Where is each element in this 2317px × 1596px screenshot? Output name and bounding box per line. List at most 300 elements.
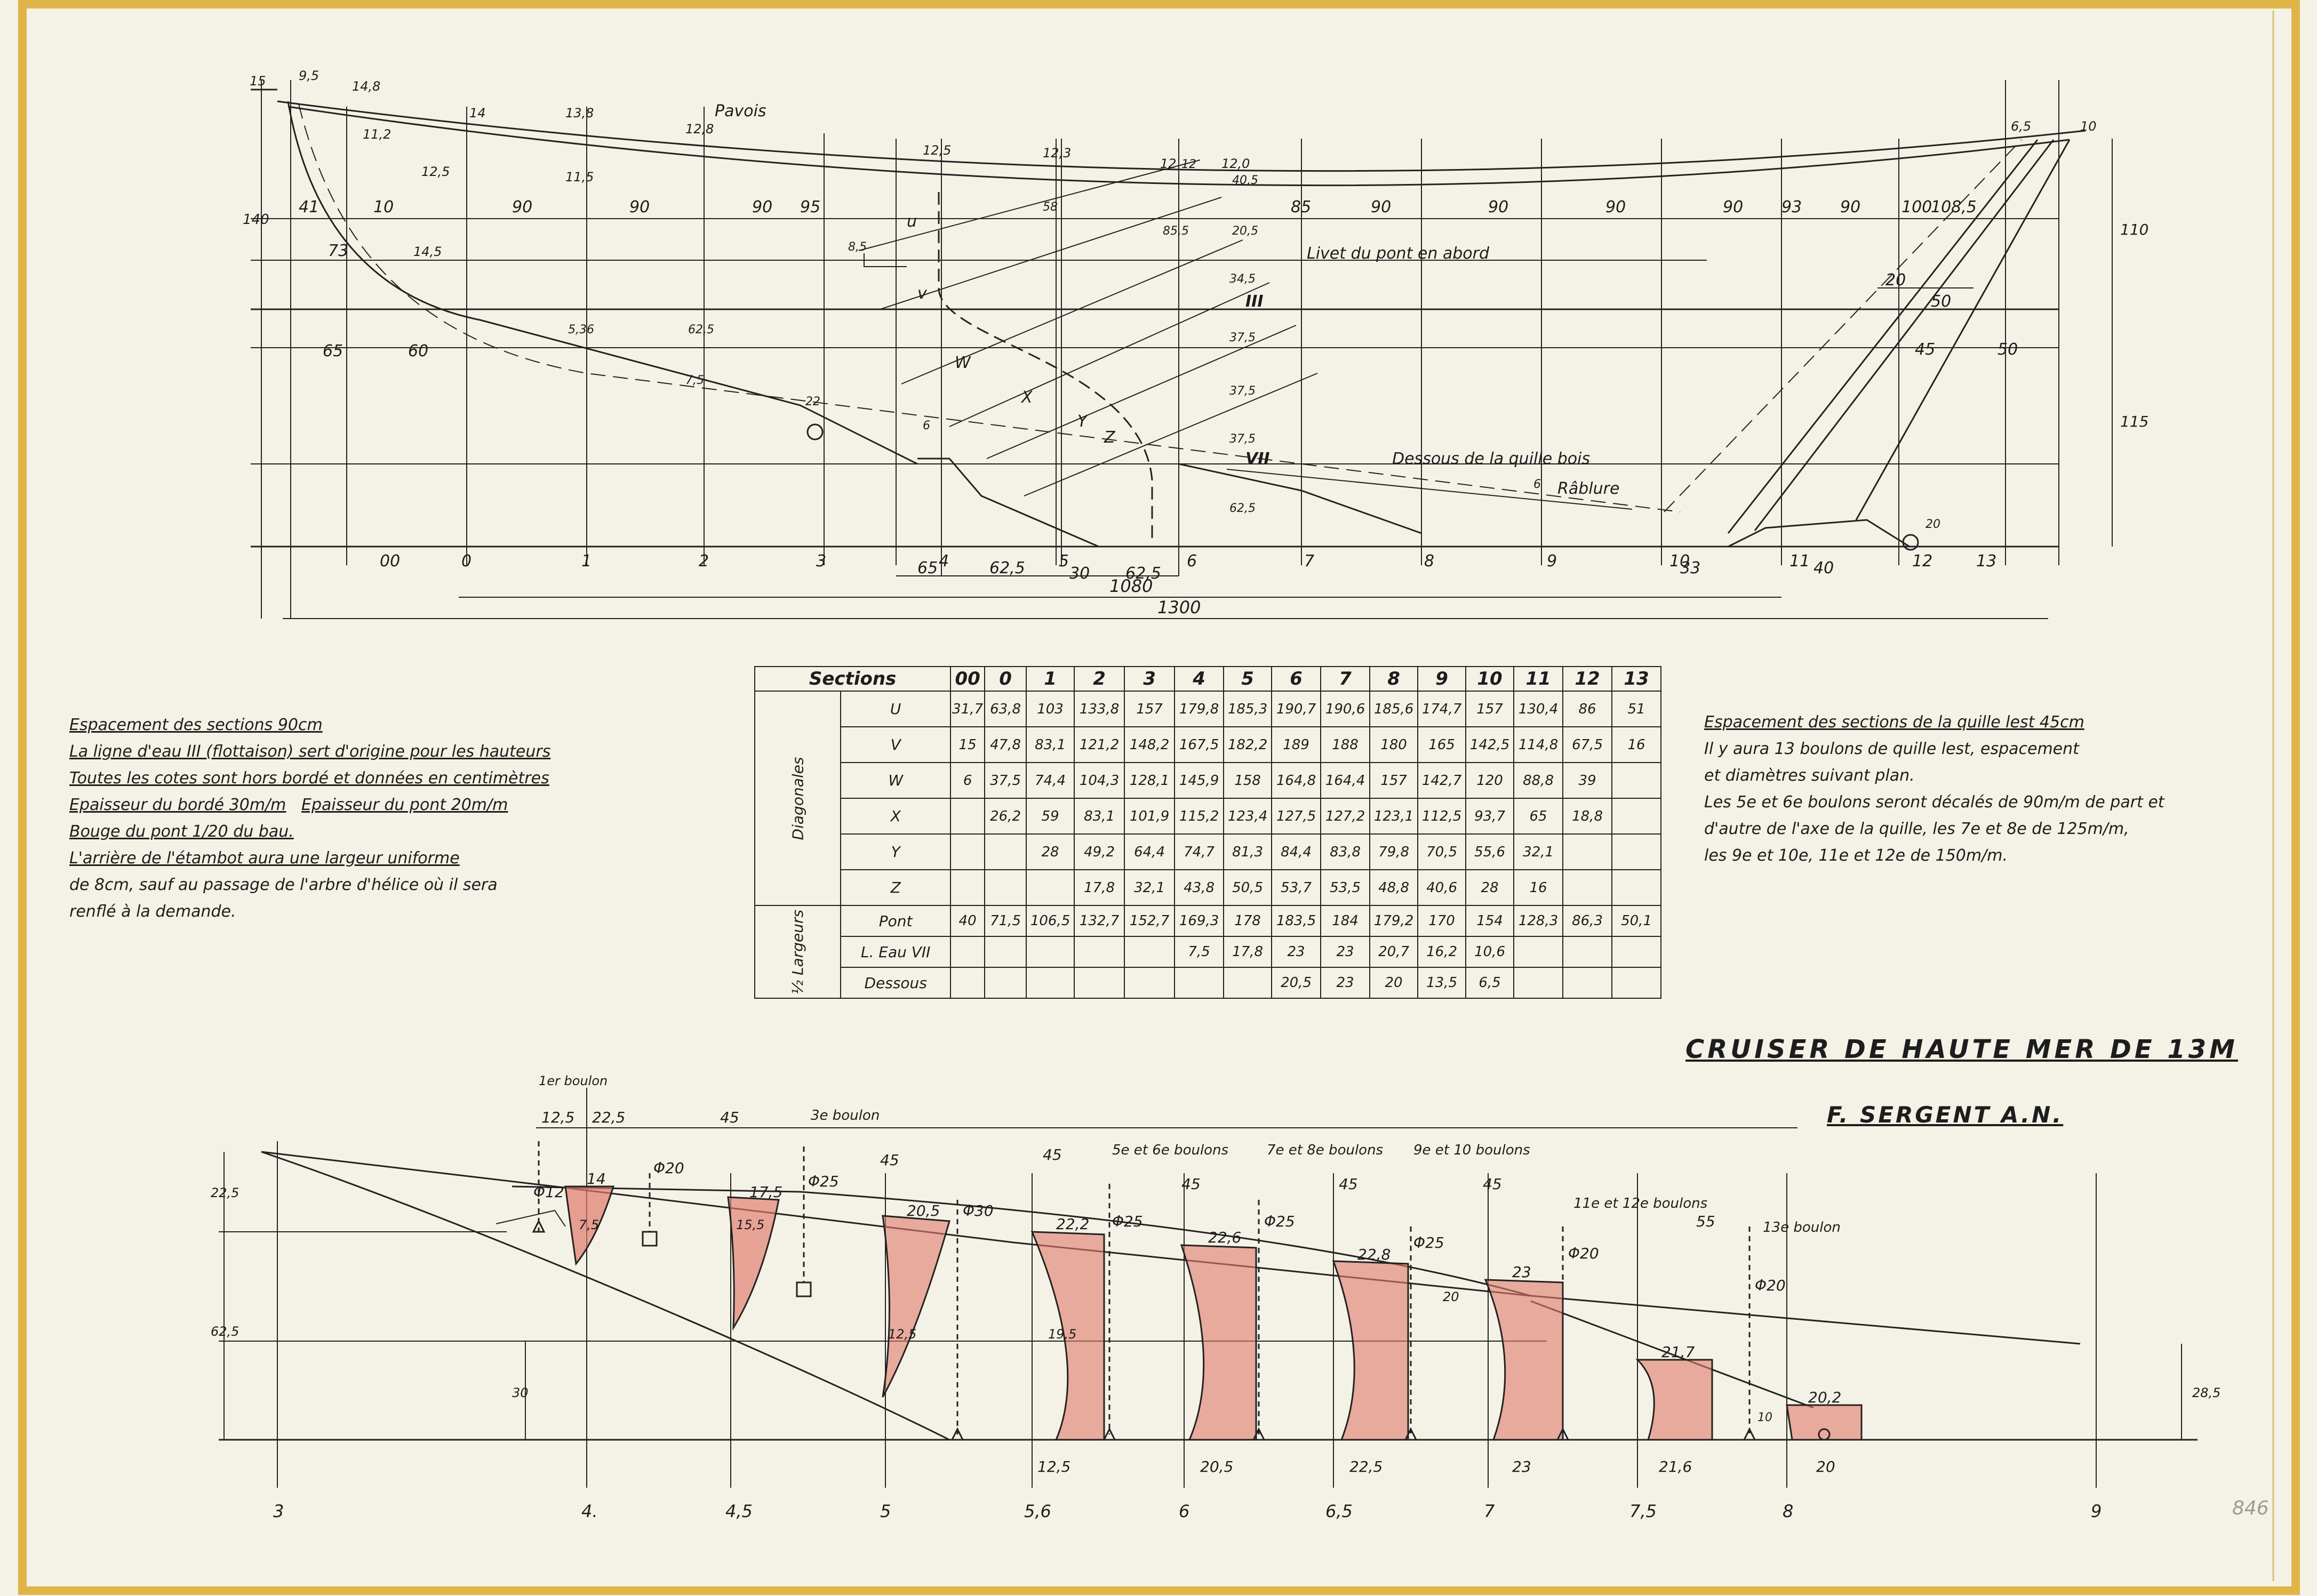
section-width: 22,2 xyxy=(1056,1215,1090,1233)
table-cell xyxy=(1074,967,1124,998)
table-cell: 65 xyxy=(1514,798,1563,834)
table-cell: 157 xyxy=(1124,691,1175,727)
wl-label-III: III xyxy=(1245,292,1264,311)
dim-1300-label: 1300 xyxy=(1157,597,1201,617)
sheer-height: 14,8 xyxy=(352,79,381,94)
sheer-height: 11,5 xyxy=(565,170,594,185)
note-etambot-2: de 8cm, sauf au passage de l'arbre d'hélice où il sera xyxy=(69,876,498,894)
keel-right-dim-label: 20 xyxy=(1443,1289,1459,1304)
table-cell: 103 xyxy=(1026,691,1074,727)
bolt-diameter: Φ25 xyxy=(1413,1234,1444,1252)
keel-dim: 40 xyxy=(1813,559,1834,578)
table-cell: 16 xyxy=(1514,870,1563,905)
table-cell xyxy=(1612,936,1661,967)
station-num: 11 xyxy=(1789,552,1810,571)
table-cell: 43,8 xyxy=(1175,870,1224,905)
table-cell xyxy=(950,870,985,905)
bolt-label-78: 7e et 8e boulons xyxy=(1267,1142,1384,1158)
section-width: 23 xyxy=(1512,1263,1531,1281)
table-cell: 164,4 xyxy=(1321,763,1370,798)
table-cell: 106,5 xyxy=(1026,905,1074,936)
station-num: 13 xyxy=(1976,552,1997,571)
table-group-label: ½ Largeurs xyxy=(755,905,841,998)
inner-dim: 15,5 xyxy=(736,1217,765,1232)
bolt-label-1112: 11e et 12e boulons xyxy=(1573,1196,1708,1212)
table-cell: 50,5 xyxy=(1224,870,1272,905)
table-cell: 10,6 xyxy=(1466,936,1514,967)
table-row xyxy=(755,798,1661,834)
bolt-diameter: Φ25 xyxy=(1264,1213,1295,1230)
table-cell: 74,7 xyxy=(1175,834,1224,870)
table-cell: 40 xyxy=(950,905,985,936)
table-row-label: U xyxy=(841,691,950,727)
bolt-label-910: 9e et 10 boulons xyxy=(1413,1142,1530,1158)
section-width: 17,5 xyxy=(749,1183,783,1201)
diag-offset: 8,5 xyxy=(848,240,867,254)
table-cell xyxy=(1612,763,1661,798)
left-dim: 14,5 xyxy=(413,244,442,259)
table-group-label: Diagonales xyxy=(755,691,841,905)
table-cell: 169,3 xyxy=(1175,905,1224,936)
diag-offset: 37,5 xyxy=(1229,331,1256,344)
sheer-height: 11,2 xyxy=(363,127,392,142)
table-cell: 157 xyxy=(1370,763,1418,798)
sheer-height: 6,5 xyxy=(2011,119,2032,134)
station-num: 0 xyxy=(461,552,472,571)
table-cell xyxy=(950,834,985,870)
top-spacing: 90 xyxy=(1840,198,1861,216)
table-cell: 157 xyxy=(1466,691,1514,727)
offsets-table xyxy=(754,666,1661,999)
table-cell: 50,1 xyxy=(1612,905,1661,936)
table-cell: 185,3 xyxy=(1224,691,1272,727)
note-keel-spacing: Espacement des sections de la quille lest 45cm xyxy=(1704,713,2084,732)
keel-left-dim-label: 30 xyxy=(512,1385,529,1400)
table-cell: 190,6 xyxy=(1321,691,1370,727)
table-row xyxy=(755,763,1661,798)
station-num: 10 xyxy=(1669,552,1690,571)
table-cell: 13,5 xyxy=(1418,967,1466,998)
left-dim: 60 xyxy=(408,342,429,360)
keel-station: 6 xyxy=(1179,1501,1190,1521)
diag-label-z: Z xyxy=(1104,428,1115,447)
table-cell: 47,8 xyxy=(985,727,1026,763)
left-dim: 140 xyxy=(243,212,269,228)
right-notes xyxy=(1704,709,2164,869)
table-cell: 70,5 xyxy=(1418,834,1466,870)
bolt-diameter: Φ20 xyxy=(653,1159,684,1177)
table-cell: 6 xyxy=(950,763,985,798)
col-12: 12 xyxy=(1563,667,1612,691)
table-cell: 28 xyxy=(1026,834,1074,870)
table-cell xyxy=(1563,870,1612,905)
note-bolts-3: Les 5e et 6e boulons seront décalés de 90m/m de part et xyxy=(1704,793,2164,812)
keel-top-dim-label: 55 xyxy=(1696,1213,1715,1230)
col-6: 6 xyxy=(1272,667,1321,691)
col-9: 9 xyxy=(1418,667,1466,691)
top-spacing: 90 xyxy=(629,198,650,216)
note-etambot-3: renflé à la demande. xyxy=(69,902,236,921)
keel-dim: 62,5 xyxy=(1125,564,1161,583)
bolt-label-3: 3e boulon xyxy=(811,1108,880,1124)
station-num: 4 xyxy=(939,552,949,571)
table-row xyxy=(755,870,1661,905)
table-cell: 7,5 xyxy=(1175,936,1224,967)
keel-top-dim-label: 45 xyxy=(1483,1175,1502,1193)
station-num: 7 xyxy=(1304,552,1315,571)
table-cell: 28 xyxy=(1466,870,1514,905)
top-spacing: 90 xyxy=(1605,198,1626,216)
right-dim: 110 xyxy=(2120,221,2149,238)
table-cell xyxy=(1175,967,1224,998)
col-0: 0 xyxy=(985,667,1026,691)
top-spacing: 41 xyxy=(299,198,319,216)
top-spacing: 10 xyxy=(373,198,394,216)
station-num: 8 xyxy=(1424,552,1435,571)
table-cell: 79,8 xyxy=(1370,834,1418,870)
station-num: 1 xyxy=(581,552,592,571)
table-cell xyxy=(1124,967,1175,998)
note-bouge: Bouge du pont 1/20 du bau. xyxy=(69,822,294,841)
table-cell: 152,7 xyxy=(1124,905,1175,936)
table-cell: 86,3 xyxy=(1563,905,1612,936)
table-cell: 127,5 xyxy=(1272,798,1321,834)
table-cell: 190,7 xyxy=(1272,691,1321,727)
table-cell: 20 xyxy=(1370,967,1418,998)
sheer-height: 10 xyxy=(2080,119,2097,134)
sheer-height: 12,5 xyxy=(923,143,952,158)
table-cell: 112,5 xyxy=(1418,798,1466,834)
table-cell: 142,7 xyxy=(1418,763,1466,798)
diag-offset: 37,5 xyxy=(1229,384,1256,398)
keel-station: 7,5 xyxy=(1629,1501,1657,1521)
diag-offset: 85,5 xyxy=(1163,224,1189,238)
col-1: 1 xyxy=(1026,667,1074,691)
bolt-diameter: Φ25 xyxy=(808,1173,839,1190)
table-cell: 49,2 xyxy=(1074,834,1124,870)
table-cell: 15 xyxy=(950,727,985,763)
table-cell xyxy=(950,798,985,834)
table-cell: 20,7 xyxy=(1370,936,1418,967)
label-pavois: Pavois xyxy=(715,102,766,121)
table-cell: 179,2 xyxy=(1370,905,1418,936)
table-cell: 183,5 xyxy=(1272,905,1321,936)
col-8: 8 xyxy=(1370,667,1418,691)
table-cell: 48,8 xyxy=(1370,870,1418,905)
bolt-diameter: Φ25 xyxy=(1112,1213,1143,1230)
title-block xyxy=(1685,1034,2238,1128)
note-bolts-2: et diamètres suivant plan. xyxy=(1704,766,1915,785)
table-row-label: Z xyxy=(841,870,950,905)
table-cell: 67,5 xyxy=(1563,727,1612,763)
table-cell xyxy=(950,936,985,967)
table-cell: 26,2 xyxy=(985,798,1026,834)
table-cell: 179,8 xyxy=(1175,691,1224,727)
bottom-width: 12,5 xyxy=(1037,1458,1071,1475)
diag-label-v: v xyxy=(917,284,927,303)
table-row xyxy=(755,834,1661,870)
table-cell: 40,6 xyxy=(1418,870,1466,905)
table-cell: 120 xyxy=(1466,763,1514,798)
table-cell: 148,2 xyxy=(1124,727,1175,763)
station-num: 5 xyxy=(1059,552,1069,571)
table-cell: 81,3 xyxy=(1224,834,1272,870)
bolt-diameter: Φ20 xyxy=(1755,1277,1786,1294)
keel-top-dim-label: 22,5 xyxy=(592,1109,626,1126)
table-cell: 20,5 xyxy=(1272,967,1321,998)
table-cell: 16,2 xyxy=(1418,936,1466,967)
bottom-width: 21,6 xyxy=(1659,1458,1692,1475)
table-cell xyxy=(985,967,1026,998)
table-cell xyxy=(1026,967,1074,998)
keel-right-dim-label: 10 xyxy=(1757,1411,1772,1424)
table-cell: 23 xyxy=(1272,936,1321,967)
section-width: 22,6 xyxy=(1208,1229,1242,1246)
top-spacing: 108,5 xyxy=(1931,198,1977,216)
drawing-author: F. SERGENT A.N. xyxy=(1827,1102,2064,1128)
table-cell: 83,8 xyxy=(1321,834,1370,870)
keel-station: 3 xyxy=(273,1501,284,1521)
table-row xyxy=(755,691,1661,727)
table-cell: 74,4 xyxy=(1026,763,1074,798)
left-dim: 65 xyxy=(323,342,343,360)
bolt-diameter: Φ20 xyxy=(1568,1245,1599,1262)
top-spacing: 90 xyxy=(1723,198,1744,216)
table-cell xyxy=(985,834,1026,870)
diag-offset: 37,5 xyxy=(1229,432,1256,446)
table-cell xyxy=(1514,967,1563,998)
table-cell: 185,6 xyxy=(1370,691,1418,727)
right-dim: 115 xyxy=(2120,413,2149,430)
table-cell: 133,8 xyxy=(1074,691,1124,727)
diag-offset: 7,5 xyxy=(685,374,704,387)
table-cell: 132,7 xyxy=(1074,905,1124,936)
station-num: 9 xyxy=(1547,552,1557,571)
top-spacing: 95 xyxy=(800,198,821,216)
left-dim: 73 xyxy=(328,242,349,260)
sheer-height: 12,8 xyxy=(685,122,714,137)
table-cell: 23 xyxy=(1321,967,1370,998)
inner-dim: 12,5 xyxy=(888,1327,917,1342)
diag-offset: 5,36 xyxy=(568,323,594,336)
keel-top-dim-label: 45 xyxy=(1043,1146,1062,1164)
table-row xyxy=(755,936,1661,967)
diag-offset: 12 xyxy=(1181,158,1196,171)
table-cell: 180 xyxy=(1370,727,1418,763)
table-cell: 53,5 xyxy=(1321,870,1370,905)
bolt-label-56: 5e et 6e boulons xyxy=(1112,1142,1229,1158)
top-spacing: 90 xyxy=(512,198,533,216)
bottom-width: 20 xyxy=(1816,1458,1835,1475)
dim-1080-label: 1080 xyxy=(1109,576,1153,596)
table-row-label: Y xyxy=(841,834,950,870)
bolt-label-1: 1er boulon xyxy=(539,1073,608,1088)
sheer-height: 12,0 xyxy=(1221,156,1250,171)
table-cell: 17,8 xyxy=(1224,936,1272,967)
diag-offset: 6 xyxy=(1533,478,1541,491)
keel-station: 7 xyxy=(1484,1501,1495,1521)
table-cell xyxy=(1612,870,1661,905)
table-cell: 174,7 xyxy=(1418,691,1466,727)
table-row-label: V xyxy=(841,727,950,763)
table-cell: 188 xyxy=(1321,727,1370,763)
note-waterline: La ligne d'eau III (flottaison) sert d'origine pour les hauteurs xyxy=(69,742,551,761)
right-dim: 45 xyxy=(1915,340,1936,359)
table-cell xyxy=(1074,936,1124,967)
table-row-label: X xyxy=(841,798,950,834)
station-num: 6 xyxy=(1187,552,1197,571)
table-row-label: Dessous xyxy=(841,967,950,998)
table-cell xyxy=(1563,967,1612,998)
top-spacing: 90 xyxy=(1488,198,1509,216)
table-cell: 53,7 xyxy=(1272,870,1321,905)
archive-stamp: 846 xyxy=(2232,1497,2269,1519)
note-etambot: L'arrière de l'étambot aura une largeur uniforme xyxy=(69,849,460,868)
table-cell: 170 xyxy=(1418,905,1466,936)
diag-offset: 34,5 xyxy=(1229,272,1256,286)
table-cell: 17,8 xyxy=(1074,870,1124,905)
diag-offset: 6 xyxy=(923,419,930,432)
keel-left-dim-label: 62,5 xyxy=(211,1324,239,1339)
station-num: 00 xyxy=(380,552,401,571)
bottom-width: 20,5 xyxy=(1200,1458,1234,1475)
table-header-row xyxy=(755,667,1661,691)
table-cell: 142,5 xyxy=(1466,727,1514,763)
table-cell: 164,8 xyxy=(1272,763,1321,798)
section-width: 21,7 xyxy=(1661,1343,1695,1361)
table-cell: 86 xyxy=(1563,691,1612,727)
bolt-label-13: 13e boulon xyxy=(1763,1220,1841,1236)
top-spacing: 85 xyxy=(1291,198,1312,216)
table-cell: 39 xyxy=(1563,763,1612,798)
col-10: 10 xyxy=(1466,667,1514,691)
station-num: 2 xyxy=(699,552,709,571)
diag-offset: 40,5 xyxy=(1232,174,1258,187)
station-num: 12 xyxy=(1912,552,1933,571)
table-row-label: W xyxy=(841,763,950,798)
col-00: 00 xyxy=(950,667,985,691)
right-dim: 20 xyxy=(1885,271,1906,290)
sheer-height: 13,8 xyxy=(565,106,594,121)
table-row-label: Pont xyxy=(841,905,950,936)
col-5: 5 xyxy=(1224,667,1272,691)
table-cell xyxy=(1026,870,1074,905)
keel-dim: 62,5 xyxy=(989,559,1025,578)
note-bolts: Il y aura 13 boulons de quille lest, espacement xyxy=(1704,740,2079,758)
diag-offset: 20,5 xyxy=(1232,224,1258,238)
table-cell: 130,4 xyxy=(1514,691,1563,727)
table-row xyxy=(755,905,1661,936)
table-cell: 123,1 xyxy=(1370,798,1418,834)
table-cell: 18,8 xyxy=(1563,798,1612,834)
col-3: 3 xyxy=(1124,667,1175,691)
section-width: 20,5 xyxy=(907,1202,940,1220)
note-epaisseur: Epaisseur du bordé 30m/m Epaisseur du pont 20m/m xyxy=(69,796,508,814)
table-cell xyxy=(985,936,1026,967)
table-cell: 32,1 xyxy=(1124,870,1175,905)
keel-top-dim-label: 45 xyxy=(880,1151,899,1169)
table-cell: 64,4 xyxy=(1124,834,1175,870)
sheer-height: 15 xyxy=(250,74,266,89)
bottom-width: 22,5 xyxy=(1349,1458,1383,1475)
label-dessous-quille: Dessous de la quille bois xyxy=(1392,450,1591,468)
top-spacing: 90 xyxy=(1371,198,1392,216)
table-cell: 158 xyxy=(1224,763,1272,798)
note-bolts-5: les 9e et 10e, 11e et 12e de 150m/m. xyxy=(1704,846,2008,865)
section-width: 20,2 xyxy=(1808,1389,1842,1406)
table-cell: 16 xyxy=(1612,727,1661,763)
table-cell: 178 xyxy=(1224,905,1272,936)
keel-dim: 65 xyxy=(917,559,938,578)
section-width: 14 xyxy=(587,1170,606,1188)
keel-dim: 33 xyxy=(1680,559,1701,578)
table-cell: 182,2 xyxy=(1224,727,1272,763)
diag-label-w: W xyxy=(955,354,971,372)
keel-station: 4,5 xyxy=(725,1501,753,1521)
keel-dim: 30 xyxy=(1069,564,1090,583)
keel-right-dim-label: 28,5 xyxy=(2192,1385,2221,1400)
table-cell xyxy=(985,870,1026,905)
table-cell xyxy=(1612,967,1661,998)
label-livet: Livet du pont en abord xyxy=(1307,244,1490,263)
table-cell: 23 xyxy=(1321,936,1370,967)
table-cell: 71,5 xyxy=(985,905,1026,936)
keel-station: 9 xyxy=(2091,1501,2102,1521)
wl-label-VII: VII xyxy=(1245,450,1270,468)
table-cell xyxy=(1563,936,1612,967)
keel-station: 8 xyxy=(1783,1501,1794,1521)
table-cell xyxy=(950,967,985,998)
col-4: 4 xyxy=(1175,667,1224,691)
table-cell: 121,2 xyxy=(1074,727,1124,763)
table-cell: 154 xyxy=(1466,905,1514,936)
table-cell: 51 xyxy=(1612,691,1661,727)
table-cell: 184 xyxy=(1321,905,1370,936)
table-cell: 167,5 xyxy=(1175,727,1224,763)
keel-station: 4. xyxy=(581,1501,598,1521)
table-cell xyxy=(1563,834,1612,870)
note-bolts-4: d'autre de l'axe de la quille, les 7e et 8e de 125m/m, xyxy=(1704,820,2129,838)
diag-label-u: u xyxy=(907,212,917,231)
top-spacing: 100 xyxy=(1901,198,1932,216)
left-notes xyxy=(69,712,550,925)
inner-dim: 7,5 xyxy=(579,1217,600,1232)
table-cell: 127,2 xyxy=(1321,798,1370,834)
table-cell: 32,1 xyxy=(1514,834,1563,870)
inner-dim: 19,5 xyxy=(1048,1327,1077,1342)
right-dim: 50 xyxy=(1931,292,1952,311)
col-13: 13 xyxy=(1612,667,1661,691)
sheer-height: 9,5 xyxy=(299,68,319,83)
diag-offset: 62,5 xyxy=(1229,502,1256,515)
bolt-diameter: Φ30 xyxy=(963,1202,994,1220)
drawing-title: CRUISER DE HAUTE MER DE 13M xyxy=(1685,1034,2238,1064)
note-spacing: Espacement des sections 90cm xyxy=(69,716,323,734)
bolt-diameter: Φ12 xyxy=(533,1183,564,1201)
diag-label-y: Y xyxy=(1077,412,1088,431)
sheer-height: 12 xyxy=(1160,156,1177,171)
label-rablure: Râblure xyxy=(1557,479,1620,498)
table-cell: 88,8 xyxy=(1514,763,1563,798)
diag-offset: 58 xyxy=(1043,200,1058,214)
right-dim: 50 xyxy=(1998,340,2018,359)
table-cell: 189 xyxy=(1272,727,1321,763)
sheer-height: 12,5 xyxy=(421,164,450,179)
diag-label-x: X xyxy=(1021,388,1033,407)
top-spacing: 90 xyxy=(752,198,773,216)
keel-station: 5,6 xyxy=(1024,1501,1051,1521)
table-cell: 128,3 xyxy=(1514,905,1563,936)
